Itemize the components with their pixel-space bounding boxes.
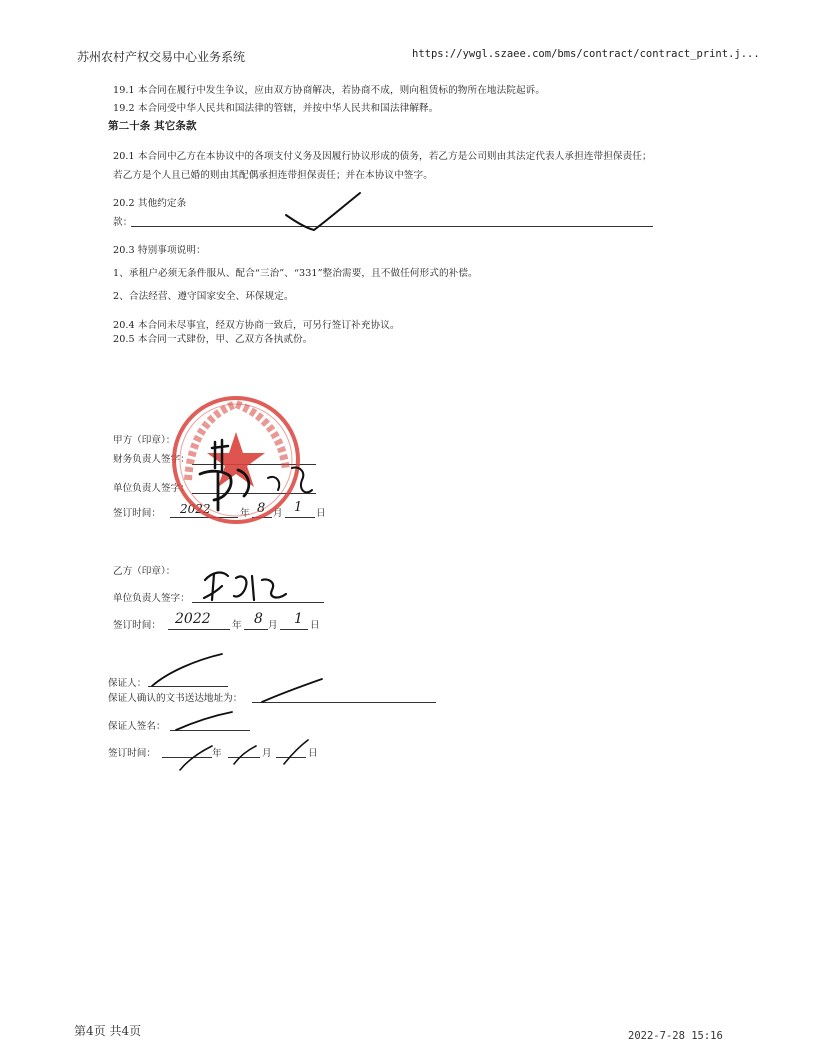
party-b-seal-label: 乙方（印章）： xyxy=(113,566,176,577)
clause-20-5: 20.5 本合同一式肆份，甲、乙双方各执贰份。 xyxy=(113,334,313,345)
clause-20-1-b: 若乙方是个人且已婚的则由其配偶承担连带担保责任；并在本协议中签字。 xyxy=(113,170,433,181)
guarantor-year-slash xyxy=(180,746,212,770)
party-b-date-year: 2022 xyxy=(175,611,211,627)
party-b-date-day: 1 xyxy=(294,611,303,627)
party-a-date-year: 2022 xyxy=(180,502,211,516)
guarantor-sign-label: 保证人签名： xyxy=(108,721,166,732)
party-a-date-month: 8 xyxy=(257,501,266,516)
page-indicator: 第4页 共4页 xyxy=(74,1024,142,1038)
party-a-seal-label: 甲方（印章）： xyxy=(113,435,176,446)
party-b-unit-sign-label: 单位负责人签字： xyxy=(113,593,190,604)
party-a-year-unit: 年 xyxy=(240,508,250,519)
clause-20-3-item-2: 2、合法经营、遵守国家安全、环保规定。 xyxy=(113,291,294,302)
party-a-finance-sign-label: 财务负责人签字： xyxy=(113,454,190,465)
party-a-date-day: 1 xyxy=(294,500,303,515)
system-name: 苏州农村产权交易中心业务系统 xyxy=(77,50,246,64)
guarantor-day-slash xyxy=(284,740,308,764)
guarantor-address-label: 保证人确认的文书送达地址为： xyxy=(108,693,243,704)
guarantor-day-unit: 日 xyxy=(308,748,318,759)
party-a-day-unit: 日 xyxy=(316,508,326,519)
guarantor-month-slash xyxy=(234,746,256,764)
party-a-official-seal xyxy=(174,398,298,522)
party-b-date-label: 签订时间： xyxy=(113,620,161,631)
guarantor-slash xyxy=(152,654,222,686)
guarantor-label: 保证人： xyxy=(108,678,147,689)
guarantor-year-unit: 年 xyxy=(212,748,222,759)
check-mark-clause-20-2 xyxy=(286,193,360,230)
guarantor-date-label: 签订时间： xyxy=(108,748,156,759)
party-b-year-unit: 年 xyxy=(232,620,242,631)
party-b-month-unit: 月 xyxy=(268,620,278,631)
article-20-title: 第二十条 其它条款 xyxy=(108,120,197,132)
guarantor-month-unit: 月 xyxy=(262,748,272,759)
clause-19-2: 19.2 本合同受中华人民共和国法律的管辖，并按中华人民共和国法律解释。 xyxy=(113,103,439,114)
clause-19-1: 19.1 本合同在履行中发生争议，应由双方协商解决，若协商不成，则向租赁标的物所在地法院起诉。 xyxy=(113,85,546,96)
clause-20-3: 20.3 特别事项说明： xyxy=(113,245,206,256)
party-b-date-month: 8 xyxy=(254,611,263,627)
party-a-unit-sign-label: 单位负责人签字： xyxy=(113,483,190,494)
clause-20-4: 20.4 本合同未尽事宜，经双方协商一致后，可另行签订补充协议。 xyxy=(113,320,400,331)
party-a-month-unit: 月 xyxy=(273,508,283,519)
print-timestamp: 2022-7-28 15:16 xyxy=(628,1030,723,1042)
guarantor-address-slash xyxy=(262,679,322,702)
clause-20-1-a: 20.1 本合同中乙方在本协议中的各项支付义务及因履行协议形成的债务，若乙方是公司则由其法定代表人承担连带担保责任； xyxy=(113,151,652,162)
party-b-unit-signature xyxy=(204,573,286,600)
guarantor-sign-slash xyxy=(176,712,232,730)
clause-20-3-item-1: 1、承租户必须无条件服从、配合“三治”、“331”整治需要，且不做任何形式的补偿。 xyxy=(113,268,478,279)
party-b-day-unit: 日 xyxy=(310,620,320,631)
page-url: https://ywgl.szaee.com/bms/contract/contract_print.j... xyxy=(412,48,760,60)
clause-20-2-b: 款： xyxy=(113,217,133,228)
party-a-date-label: 签订时间： xyxy=(113,508,161,519)
clause-20-2-a: 20.2 其他约定条 xyxy=(113,198,187,209)
